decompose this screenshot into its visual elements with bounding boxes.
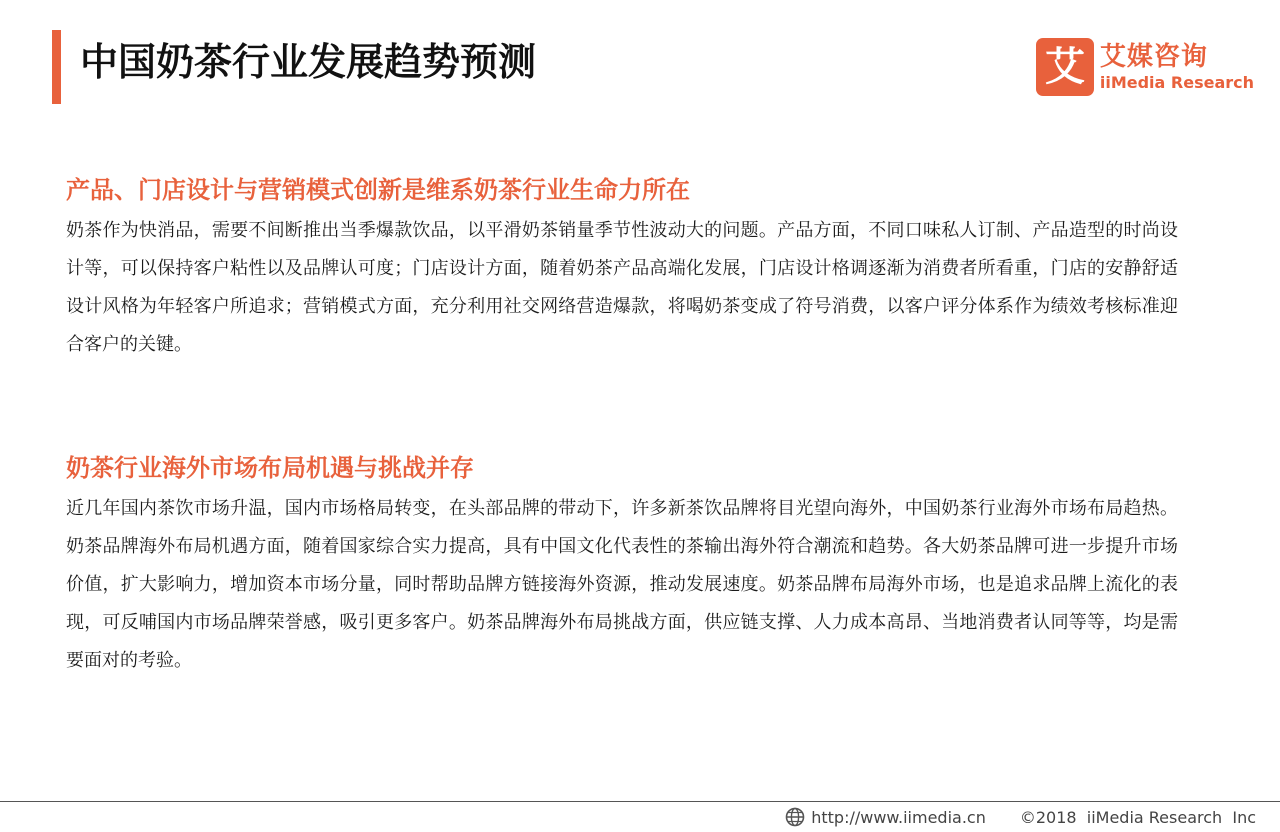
logo-text bbox=[1100, 41, 1254, 93]
section-heading: 奶茶行业海外市场布局机遇与挑战并存 bbox=[66, 454, 474, 482]
logo-name-cn: 艾媒咨询 bbox=[1099, 42, 1208, 72]
footer-divider bbox=[0, 801, 1280, 802]
globe-icon bbox=[785, 807, 805, 827]
title-accent-bar bbox=[52, 30, 61, 104]
page-title: 中国奶茶行业发展趋势预测 bbox=[80, 40, 537, 84]
footer bbox=[785, 805, 1256, 829]
copyright-text: ©2018 iiMedia Research Inc bbox=[1019, 807, 1256, 827]
logo-name-en: iiMedia Research bbox=[1099, 73, 1254, 92]
section-body: 奶茶作为快消品，需要不间断推出当季爆款饮品，以平滑奶茶销量季节性波动大的问题。产品方面，不同口味私人订制、产品造型的时尚设计等，可以保持客户粘性以及品牌认可度；门店设计方面，随着奶茶产品高端化发展，门店设计格调逐渐为消费者所看重，门店的安静舒适设计风格为年轻客户所追求；营销模式方面，充分利用社交网络营造爆款，将喝奶茶变成了符号消费，以客户评分体系作为绩效考核标准迎合客户的关键。 bbox=[66, 220, 1178, 355]
brand-logo bbox=[1036, 36, 1254, 98]
section-heading: 产品、门店设计与营销模式创新是维系奶茶行业生命力所在 bbox=[66, 176, 690, 204]
logo-mark: 艾 bbox=[1036, 38, 1094, 96]
section-product-innovation bbox=[66, 172, 1178, 364]
section-body: 近几年国内茶饮市场升温，国内市场格局转变，在头部品牌的带动下，许多新茶饮品牌将目光望向海外，中国奶茶行业海外市场布局趋热。奶茶品牌海外布局机遇方面，随着国家综合实力提高，具有中国文化代表性的茶输出海外符合潮流和趋势。各大奶茶品牌可进一步提升市场价值，扩大影响力，增加资本市场分量，同时帮助品牌方链接海外资源，推动发展速度。奶茶品牌布局海外市场，也是追求品牌上流化的表现，可反哺国内市场品牌荣誉感，吸引更多客户。奶茶品牌海外布局挑战方面，供应链支撑、人力成本高昂、当地消费者认同等等，均是需要面对的考验。 bbox=[66, 498, 1178, 671]
website-link[interactable]: http://www.iimedia.cn bbox=[811, 807, 986, 827]
section-overseas-market bbox=[66, 450, 1178, 680]
